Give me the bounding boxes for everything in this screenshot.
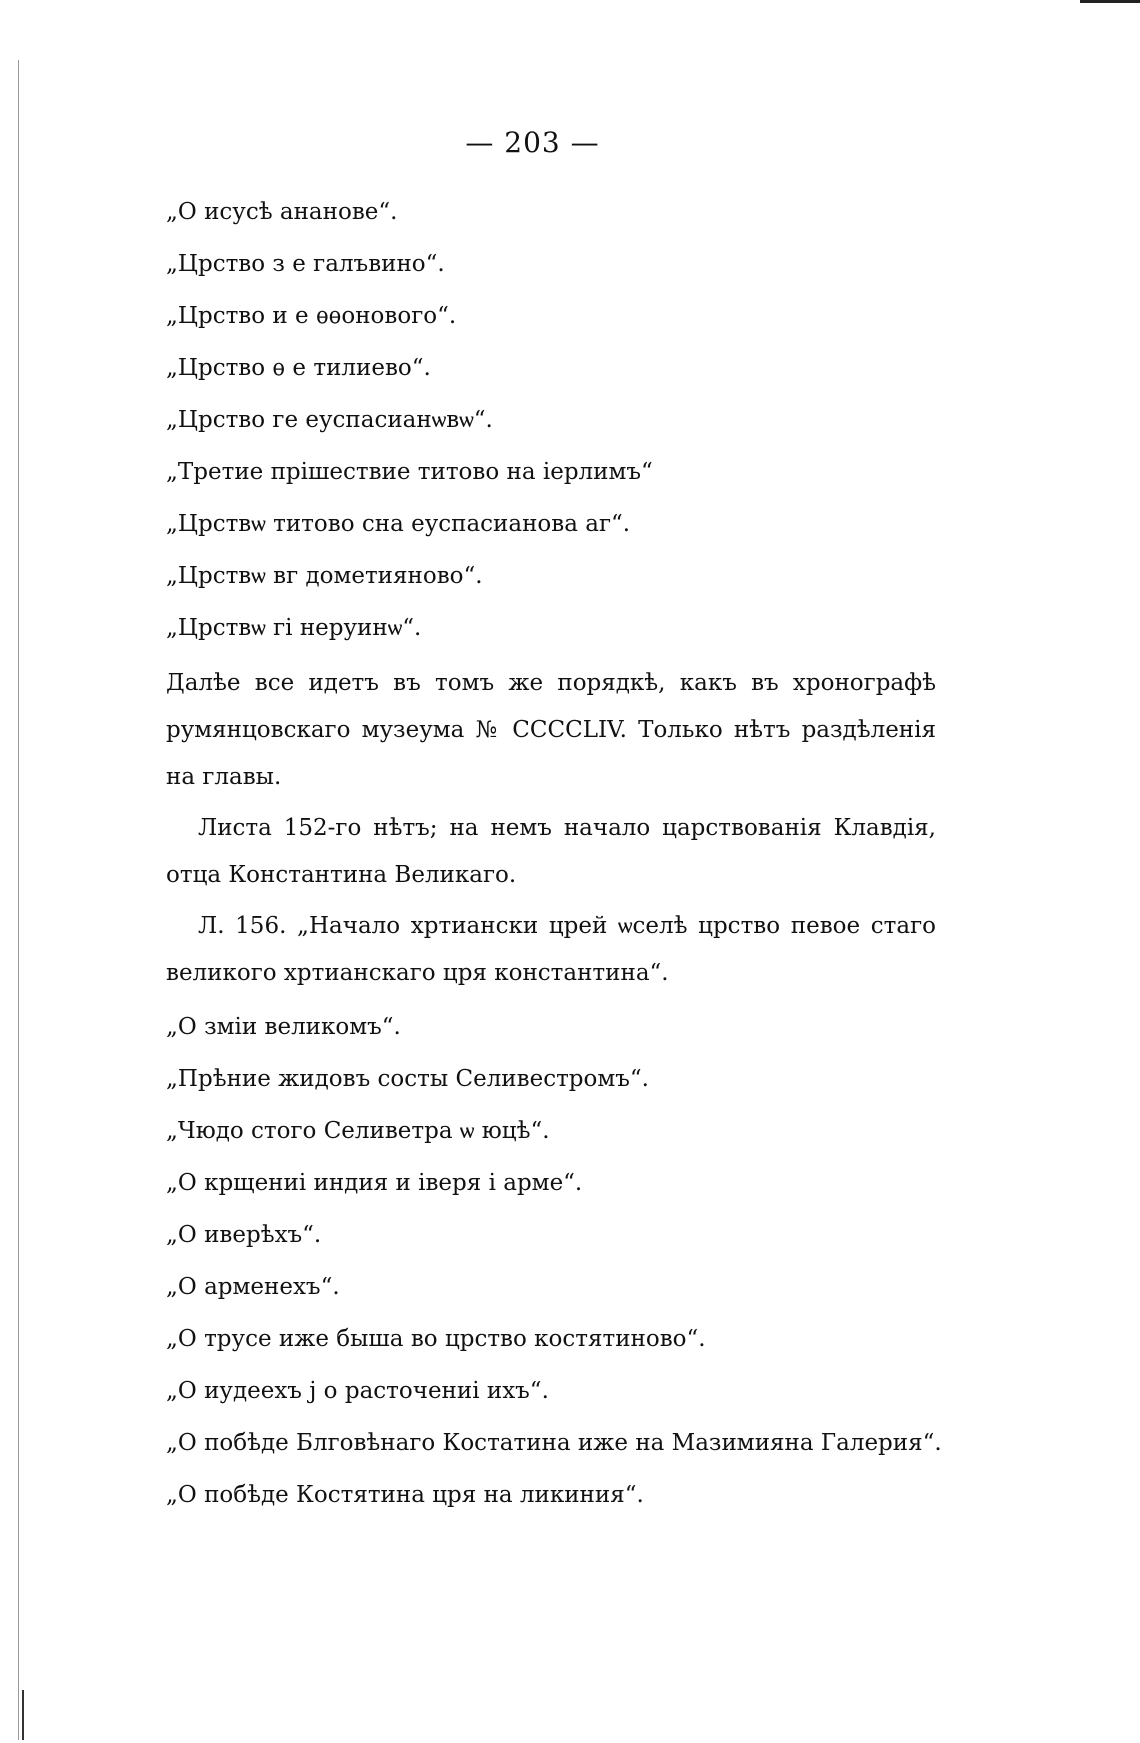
title-line: „Црство з е галъвино“. [166, 251, 445, 277]
title-line: „О иудеехъ ј о расточениі ихъ“. [166, 1378, 549, 1404]
left-edge-rule [18, 60, 19, 1740]
title-line: „Црство ѳ е тилиево“. [166, 355, 431, 381]
title-line: „Црствѡ гі неруинѡ“. [166, 615, 422, 641]
top-edge-rule [1080, 0, 1140, 3]
title-line: „О крщениі индия и іверя і арме“. [166, 1170, 583, 1196]
left-edge-mark [22, 1690, 24, 1740]
title-line: „Црствѡ вг дометияново“. [166, 563, 483, 589]
title-line: „Прѣние жидовъ состы Селивестромъ“. [166, 1066, 649, 1092]
title-line: „О арменехъ“. [166, 1274, 340, 1300]
page-number: — 203 — [465, 126, 600, 159]
paragraph-order-note: Далѣе все идетъ въ томъ же порядкѣ, какъ въ хронографѣ румянцовскаго музеума № CCCCLIV. Только нѣтъ раздѣленія на главы. [166, 670, 936, 790]
title-line: „О зміи великомъ“. [166, 1014, 401, 1040]
title-line: „Црствѡ титово сна еуспасианова аг“. [166, 511, 631, 537]
paragraph-missing-leaf: Листа 152-го нѣтъ; на немъ начало царствованія Клавдія, отца Константина Великаго. [166, 815, 936, 888]
title-line: „Чюдо стого Селиветра ѡ юцѣ“. [166, 1118, 550, 1144]
title-line: „О иверѣхъ“. [166, 1222, 322, 1248]
paragraph-leaf-156: Л. 156. „Начало хртиански црей ѡселѣ црство певое стаго великого хртианскаго цря константина“. [166, 913, 936, 986]
title-line: „О исусѣ ананове“. [166, 199, 398, 225]
title-line: „О побѣде Блговѣнаго Костатина иже на Мазимияна Галерия“. [166, 1430, 942, 1456]
title-line: „О трусе иже быша во црство костятиново“. [166, 1326, 706, 1352]
page-body [166, 186, 942, 1521]
title-line: „Црство ге еуспасианѡвѡ“. [166, 407, 493, 433]
title-line: „О побѣде Костятина цря на ликиния“. [166, 1482, 644, 1508]
title-line: „Црство и е ѳѳонового“. [166, 303, 457, 329]
title-line: „Третие прішествие титово на іерлимъ“ [166, 459, 653, 485]
